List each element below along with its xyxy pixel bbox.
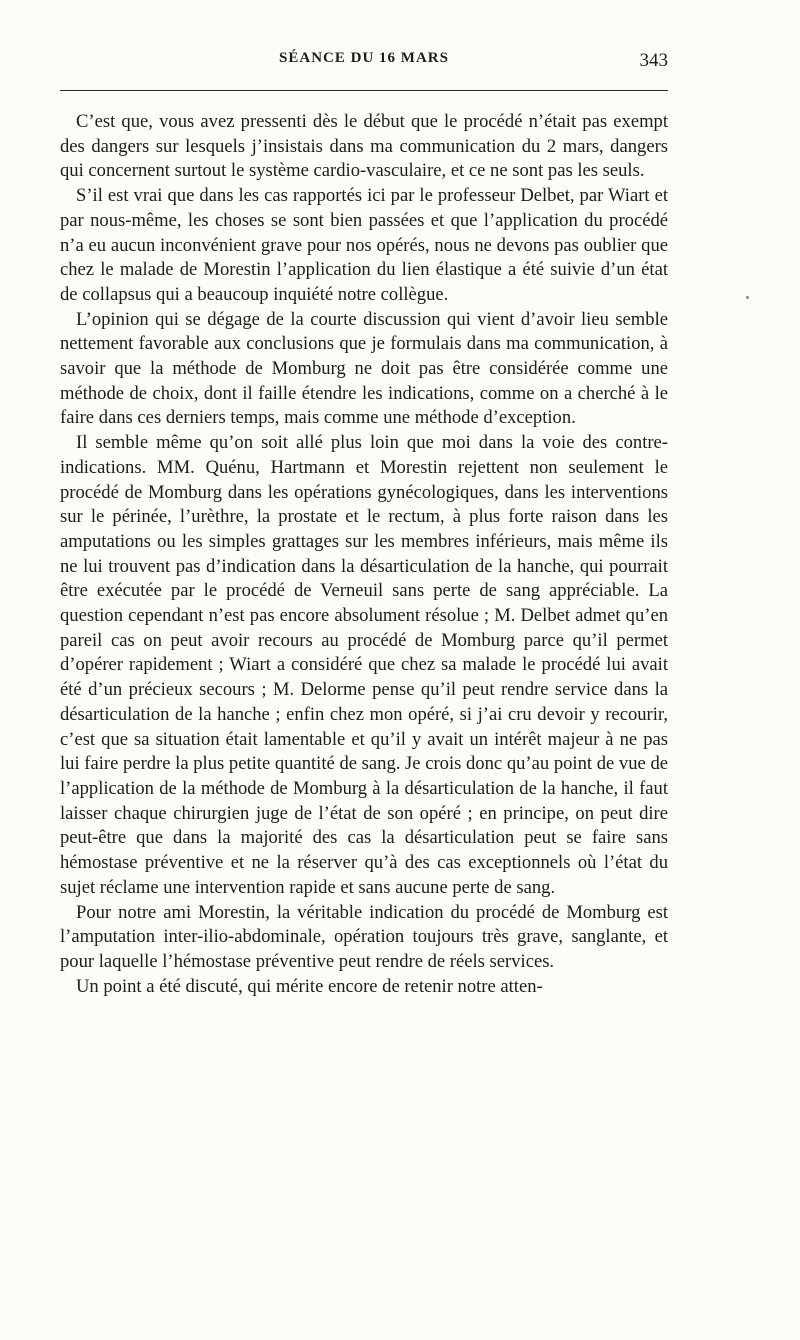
page-header — [60, 50, 668, 80]
paragraph: S’il est vrai que dans les cas rapportés ici par le professeur Delbet, par Wiart et par nous-même, les choses se sont bien passées et que l’application du procédé n’a eu aucun inconvénient grave pour nos opérés, nous ne devons pas oublier que chez le malade de Morestin l’application du lien élastique a été suivie d’un état de collapsus qui a beaucoup inquiété notre collègue. — [60, 185, 668, 305]
print-speck — [746, 296, 749, 299]
paragraph: Pour notre ami Morestin, la véritable indication du procédé de Momburg est l’amputation inter-ilio-abdominale, opération toujours très grave, sanglante, et pour laquelle l’hémostase préventive peut rendre de réels services. — [60, 901, 668, 972]
paragraph: Il semble même qu’on soit allé plus loin que moi dans la voie des contre-indications. MM. Quénu, Hartmann et Morestin rejettent non seulement le procédé de Momburg dans les opérations gynécologiques, dans les interventions sur le périnée, l’urèthre, la prostate et le rectum, à plus forte raison dans les amputations ou les simples grattages sur les membres inférieurs, mais même ils ne lui trouvent pas d’indication dans la désarticulation de la hanche, qui pourrait être exécutée par le procédé de Verneuil sans perte de sang appréciable. La question cependant n’est pas encore absolument résolue ; M. Delbet admet qu’en pareil cas on peut avoir recours au procédé de Momburg parce qu’il permet d’opérer rapidement ; Wiart a considéré que chez sa malade le procédé lui avait été d’un précieux secours ; M. Delorme pense qu’il peut rendre service dans la désarticulation de la hanche ; enfin chez mon opéré, si j’ai cru devoir y recourir, c’est que sa situation était lamentable et qu’il y avait un intérêt majeur à ne pas lui faire perdre la plus petite quantité de sang. Je crois donc qu’au point de vue de l’application de la méthode de Momburg à la désarticulation de la hanche, il faut laisser chaque chirurgien juge de l’état de son opéré ; en principe, on peut dire peut-être que dans la majorité des cas la désarticulation peut se faire sans hémostase préventive et ne la réserver qu’à des cas exceptionnels où l’état du sujet réclame une intervention rapide et sans aucune perte de sang. — [60, 432, 668, 898]
page-number: 343 — [639, 50, 668, 71]
paragraph: C’est que, vous avez pressenti dès le début que le procédé n’était pas exempt des dangers sur lesquels j’insistais dans ma communication du 2 mars, dangers qui concernent surtout le système cardio-vasculaire, et ce ne sont pas les seuls. — [60, 111, 668, 182]
paragraph: Un point a été discuté, qui mérite encore de retenir notre atten- — [76, 975, 543, 997]
paragraph: L’opinion qui se dégage de la courte discussion qui vient d’avoir lieu semble nettement favorable aux conclusions que je formulais dans ma communication, à savoir que la méthode de Momburg ne doit pas être considérée comme une méthode de choix, dont il faille étendre les indications, comme on a cherché à le faire dans ces derniers temps, mais comme une méthode d’exception. — [60, 308, 668, 429]
running-head: SÉANCE DU 16 MARS — [279, 50, 449, 66]
header-rule — [60, 90, 668, 91]
body-text — [60, 110, 668, 999]
